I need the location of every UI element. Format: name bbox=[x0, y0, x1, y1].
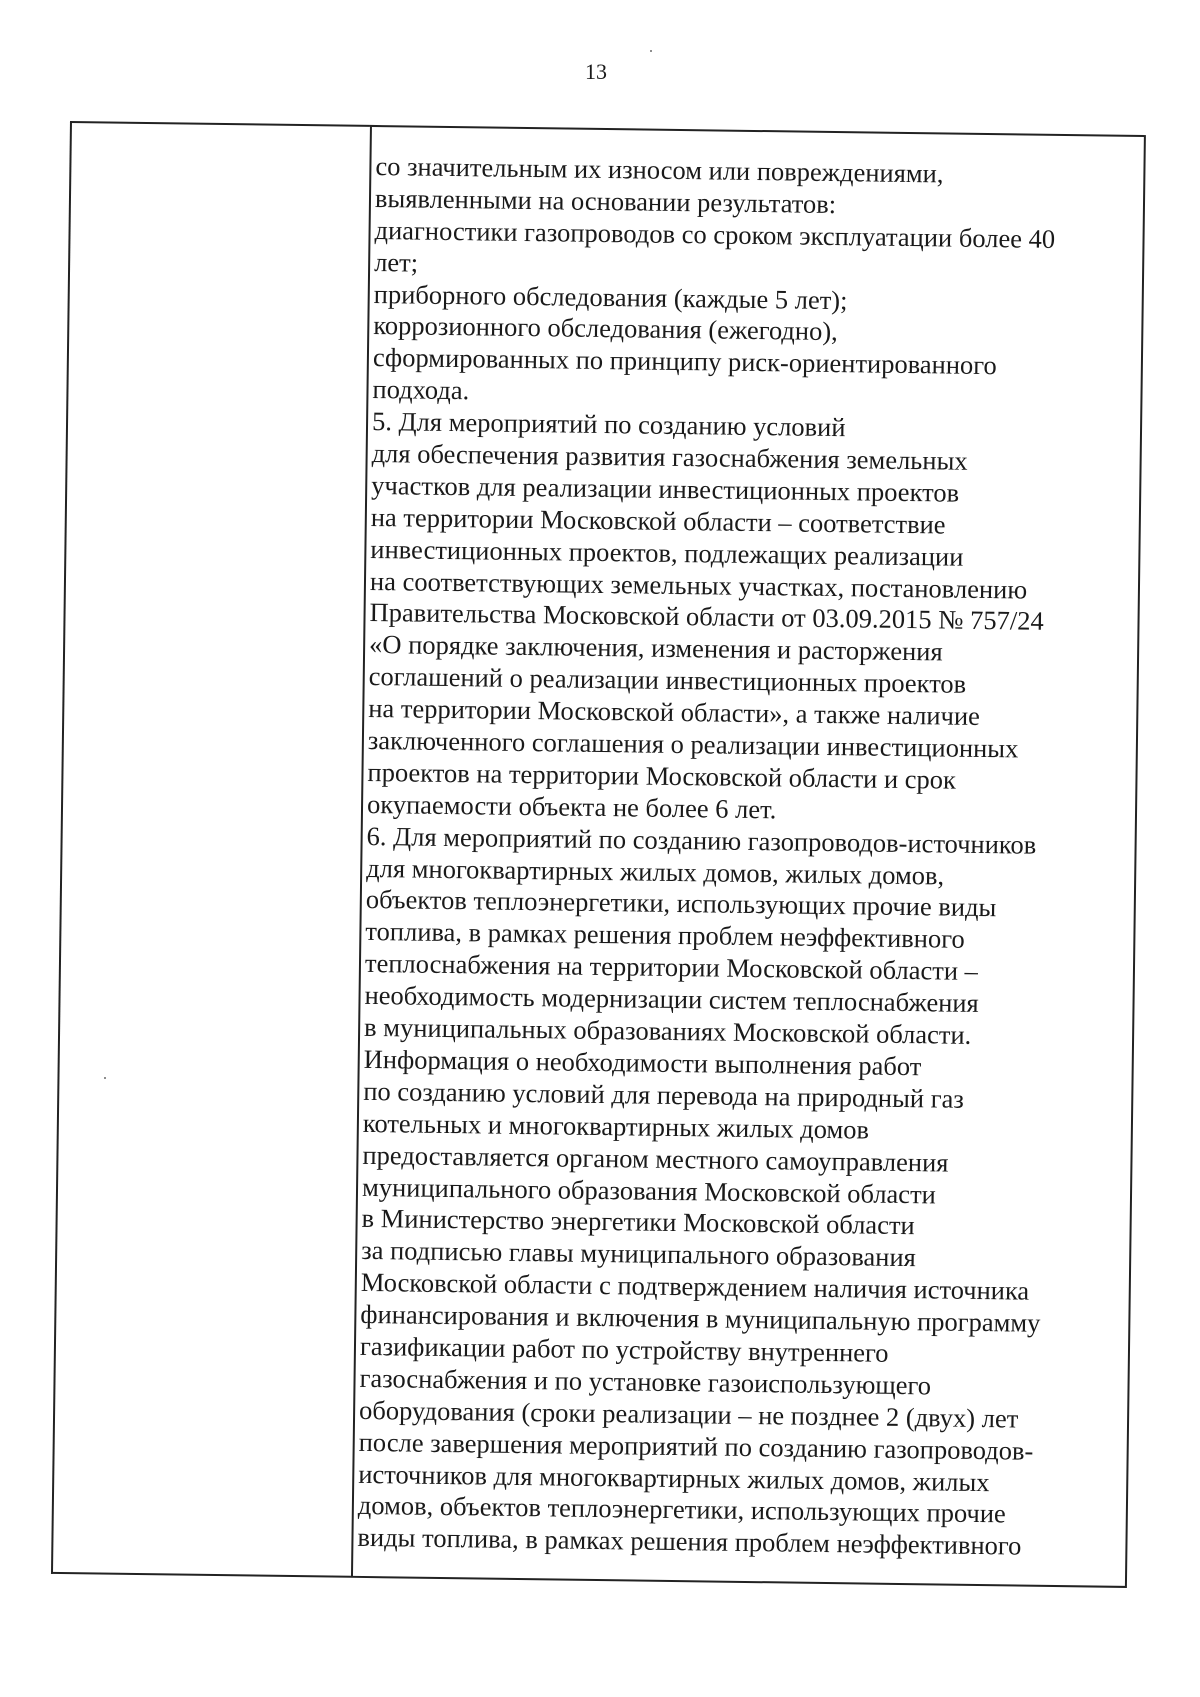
text-line: домов, объектов теплоэнергетики, использующих прочие bbox=[357, 1490, 1007, 1529]
text-line: по созданию условий для перевода на природный газ bbox=[363, 1075, 965, 1114]
text-line: окупаемости объекта не более 6 лет. bbox=[366, 788, 777, 825]
text-line: в Министерство энергетики Московской области bbox=[361, 1203, 915, 1241]
text-line: проектов на территории Московской области и срок bbox=[367, 756, 957, 795]
text-line: для многоквартирных жилых домов, жилых домов, bbox=[366, 852, 945, 891]
text-line: на территории Московской области – соответствие bbox=[370, 501, 946, 540]
text-line: 6. Для мероприятий по созданию газопроводов-источников bbox=[366, 820, 1037, 860]
page-number: 13 bbox=[585, 59, 607, 84]
scan-speck bbox=[650, 50, 652, 52]
text-line: виды топлива, в рамках решения проблем неэффективного bbox=[357, 1522, 1022, 1561]
text-line: финансирования и включения в муниципальную программу bbox=[360, 1298, 1041, 1338]
text-line: после завершения мероприятий по созданию газопроводов- bbox=[358, 1426, 1034, 1466]
table-left-cell bbox=[51, 121, 370, 1578]
text-line: Информация о необходимости выполнения работ bbox=[363, 1043, 922, 1082]
text-line: лет; bbox=[373, 246, 419, 278]
text-line: диагностики газопроводов со сроком эксплуатации более 40 bbox=[374, 214, 1056, 254]
text-line: газоснабжения и по установке газоиспользующего bbox=[359, 1362, 932, 1401]
text-line: за подписью главы муниципального образования bbox=[361, 1235, 917, 1273]
paragraph-text bbox=[357, 151, 1143, 1564]
text-line: «О порядке заключения, изменения и расторжения bbox=[368, 629, 943, 667]
text-line: соглашений о реализации инвестиционных проектов bbox=[368, 661, 967, 700]
text-line: в муниципальных образованиях Московской области. bbox=[363, 1011, 972, 1050]
text-line: топлива, в рамках решения проблем неэффективного bbox=[365, 916, 965, 955]
text-line: подхода. bbox=[372, 374, 470, 406]
text-line: 5. Для мероприятий по созданию условий bbox=[371, 406, 846, 443]
text-line: муниципального образования Московской области bbox=[361, 1171, 937, 1209]
text-line: коррозионного обследования (ежегодно), bbox=[373, 310, 838, 347]
text-line: на территории Московской области», а также наличие bbox=[368, 693, 981, 732]
text-line: сформированных по принципу риск-ориентированного bbox=[372, 342, 997, 381]
text-line: источников для многоквартирных жилых домов, жилых bbox=[358, 1458, 990, 1497]
text-line: Московской области с подтверждением наличия источника bbox=[360, 1267, 1030, 1306]
text-line: приборного обследования (каждые 5 лет); bbox=[373, 278, 848, 315]
text-line: теплоснабжения на территории Московской области – bbox=[364, 948, 979, 987]
text-line: инвестиционных проектов, подлежащих реализации bbox=[370, 533, 964, 572]
text-line: газификации работ по устройству внутреннего bbox=[359, 1330, 889, 1368]
text-line: для обеспечения развития газоснабжения земельных bbox=[371, 437, 968, 476]
text-line: со значительным их износом или повреждениями, bbox=[375, 151, 944, 189]
text-line: предоставляется органом местного самоуправления bbox=[362, 1139, 949, 1178]
text-line: необходимость модернизации систем теплоснабжения bbox=[364, 980, 979, 1019]
text-line: котельных и многоквартирных жилых домов bbox=[362, 1107, 870, 1145]
text-line: участков для реализации инвестиционных проектов bbox=[371, 469, 960, 508]
text-line: выявленными на основании результатов: bbox=[374, 182, 837, 219]
text-line: Правительства Московской области от 03.09.2015 № 757/24 bbox=[369, 597, 1044, 637]
document-table bbox=[51, 121, 1146, 1588]
text-line: оборудования (сроки реализации – не позднее 2 (двух) лет bbox=[358, 1394, 1019, 1434]
text-line: на соответствующих земельных участках, постановлению bbox=[369, 565, 1028, 605]
table-right-cell bbox=[351, 125, 1146, 1588]
text-line: объектов теплоэнергетики, использующих прочие виды bbox=[365, 884, 997, 923]
text-line: заключенного соглашения о реализации инвестиционных bbox=[367, 724, 1019, 764]
